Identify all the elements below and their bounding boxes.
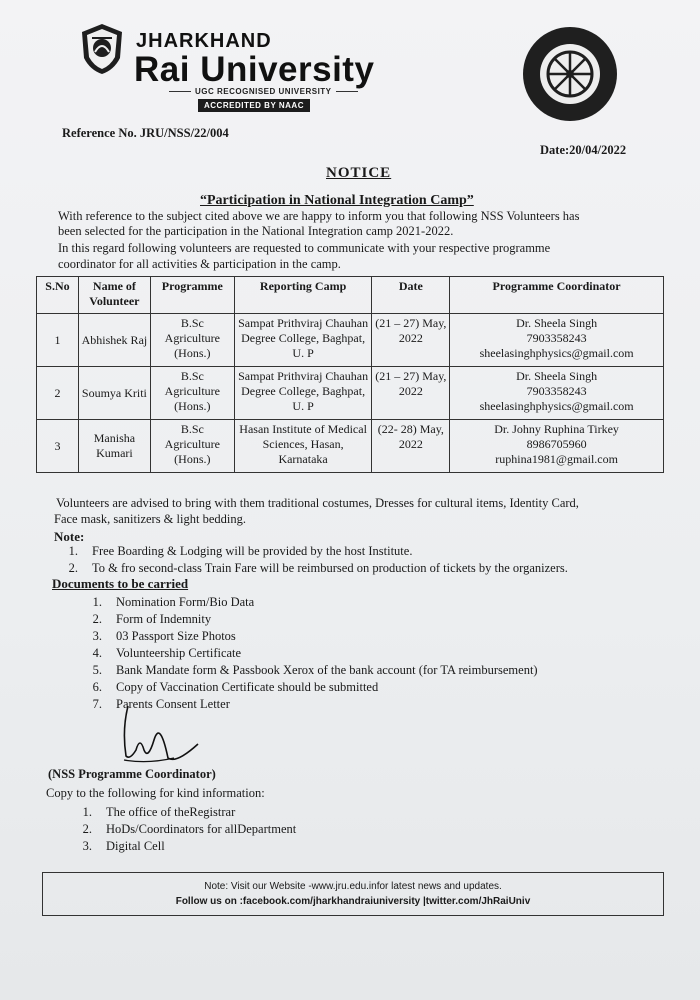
cell-coordinator <box>450 367 664 420</box>
coordinator-email: sheelasinghphysics@gmail.com <box>479 346 634 360</box>
cell-date: (21 – 27) May, 2022 <box>372 314 450 367</box>
signatory-title: (NSS Programme Coordinator) <box>48 767 216 781</box>
table-row <box>37 420 664 473</box>
list-item: 3. 03 Passport Size Photos <box>92 629 236 643</box>
signature-icon <box>118 700 202 770</box>
notice-heading: NOTICE <box>326 165 392 181</box>
naac-badge: ACCREDITED BY NAAC <box>198 99 310 112</box>
coordinator-email: ruphina1981@gmail.com <box>495 452 618 466</box>
copy-list <box>62 804 296 855</box>
coordinator-name: Dr. Sheela Singh <box>516 369 598 383</box>
cell-programme: B.Sc Agriculture (Hons.) <box>150 420 234 473</box>
cell-name: Manisha Kumari <box>78 420 150 473</box>
notice-subject: “Participation in National Integration Camp” <box>200 193 474 208</box>
table-row <box>37 367 664 420</box>
coordinator-phone: 7903358243 <box>526 384 587 398</box>
advice-line-2: Face mask, sanitizers & light bedding. <box>54 512 246 526</box>
list-item: 5. Bank Mandate form & Passbook Xerox of the bank account (for TA reimbursement) <box>92 663 538 677</box>
nss-seal-icon <box>516 24 624 124</box>
volunteer-table <box>36 276 664 473</box>
table-row <box>37 314 664 367</box>
note-heading: Note: <box>54 529 85 544</box>
cell-coordinator <box>450 314 664 367</box>
list-item: 1. The office of theRegistrar <box>82 805 236 819</box>
coordinator-name: Dr. Johny Ruphina Tirkey <box>494 422 619 436</box>
list-item: 7. Parents Consent Letter <box>92 697 230 711</box>
cell-programme: B.Sc Agriculture (Hons.) <box>150 314 234 367</box>
footer-website: Note: Visit our Website -www.jru.edu.infor latest news and updates. <box>204 881 502 892</box>
advice-line-1: Volunteers are advised to bring with them traditional costumes, Dresses for cultural items, Identity Card, <box>56 496 579 510</box>
cell-programme: B.Sc Agriculture (Hons.) <box>150 367 234 420</box>
cell-sno: 1 <box>37 314 79 367</box>
cell-date: (21 – 27) May, 2022 <box>372 367 450 420</box>
university-name: Rai University <box>134 50 375 89</box>
cell-sno: 2 <box>37 367 79 420</box>
list-item: 6. Copy of Vaccination Certificate should be submitted <box>92 680 379 694</box>
cell-sno: 3 <box>37 420 79 473</box>
documents-list <box>72 594 538 713</box>
coordinator-name: Dr. Sheela Singh <box>516 316 598 330</box>
footer-social: Follow us on :facebook.com/jharkhandraiuniversity |twitter.com/JhRaiUniv <box>175 896 531 907</box>
col-header-sno: S.No <box>37 277 79 314</box>
list-item: 3. Digital Cell <box>82 839 165 853</box>
cell-name: Soumya Kriti <box>78 367 150 420</box>
col-header-coordinator: Programme Coordinator <box>450 277 664 314</box>
brand-state: JHARKHAND <box>136 30 272 52</box>
list-item: 1. Free Boarding & Lodging will be provided by the host Institute. <box>68 544 413 558</box>
cell-coordinator <box>450 420 664 473</box>
list-item: 2. Form of Indemnity <box>92 612 212 626</box>
cell-date: (22- 28) May, 2022 <box>372 420 450 473</box>
intro-line-3: In this regard following volunteers are requested to communicate with your respective programme <box>58 241 551 255</box>
list-item: 1. Nomination Form/Bio Data <box>92 595 255 609</box>
notice-date: Date:20/04/2022 <box>540 143 627 157</box>
coordinator-phone: 8986705960 <box>526 437 587 451</box>
coordinator-email: sheelasinghphysics@gmail.com <box>479 399 634 413</box>
list-item: 2. HoDs/Coordinators for allDepartment <box>82 822 297 836</box>
university-logo <box>80 22 124 76</box>
copy-to-heading: Copy to the following for kind information: <box>46 786 265 800</box>
ugc-recognition: UGC RECOGNISED UNIVERSITY <box>165 87 362 96</box>
documents-heading: Documents to be carried <box>52 576 189 591</box>
footer-box <box>42 872 664 916</box>
cell-camp: Hasan Institute of Medical Sciences, Hasan, Karnataka <box>234 420 372 473</box>
coordinator-phone: 7903358243 <box>526 331 587 345</box>
col-header-camp: Reporting Camp <box>234 277 372 314</box>
intro-line-2: been selected for the participation in the National Integration camp 2021-2022. <box>58 224 454 238</box>
notes-list <box>48 543 568 577</box>
intro-line-4: coordinator for all activities & participation in the camp. <box>58 257 341 271</box>
intro-line-1: With reference to the subject cited above we are happy to inform you that following NSS Volunteers has <box>58 209 580 223</box>
cell-name: Abhishek Raj <box>78 314 150 367</box>
list-item: 4. Volunteership Certificate <box>92 646 242 660</box>
col-header-name: Name of Volunteer <box>78 277 150 314</box>
reference-number: Reference No. JRU/NSS/22/004 <box>62 126 229 140</box>
col-header-programme: Programme <box>150 277 234 314</box>
list-item: 2. To & fro second-class Train Fare will be reimbursed on production of tickets by the organizers. <box>68 561 568 575</box>
table-header-row <box>37 277 664 314</box>
cell-camp: Sampat Prithviraj Chauhan Degree College, Baghpat, U. P <box>234 367 372 420</box>
cell-camp: Sampat Prithviraj Chauhan Degree College, Baghpat, U. P <box>234 314 372 367</box>
col-header-date: Date <box>372 277 450 314</box>
